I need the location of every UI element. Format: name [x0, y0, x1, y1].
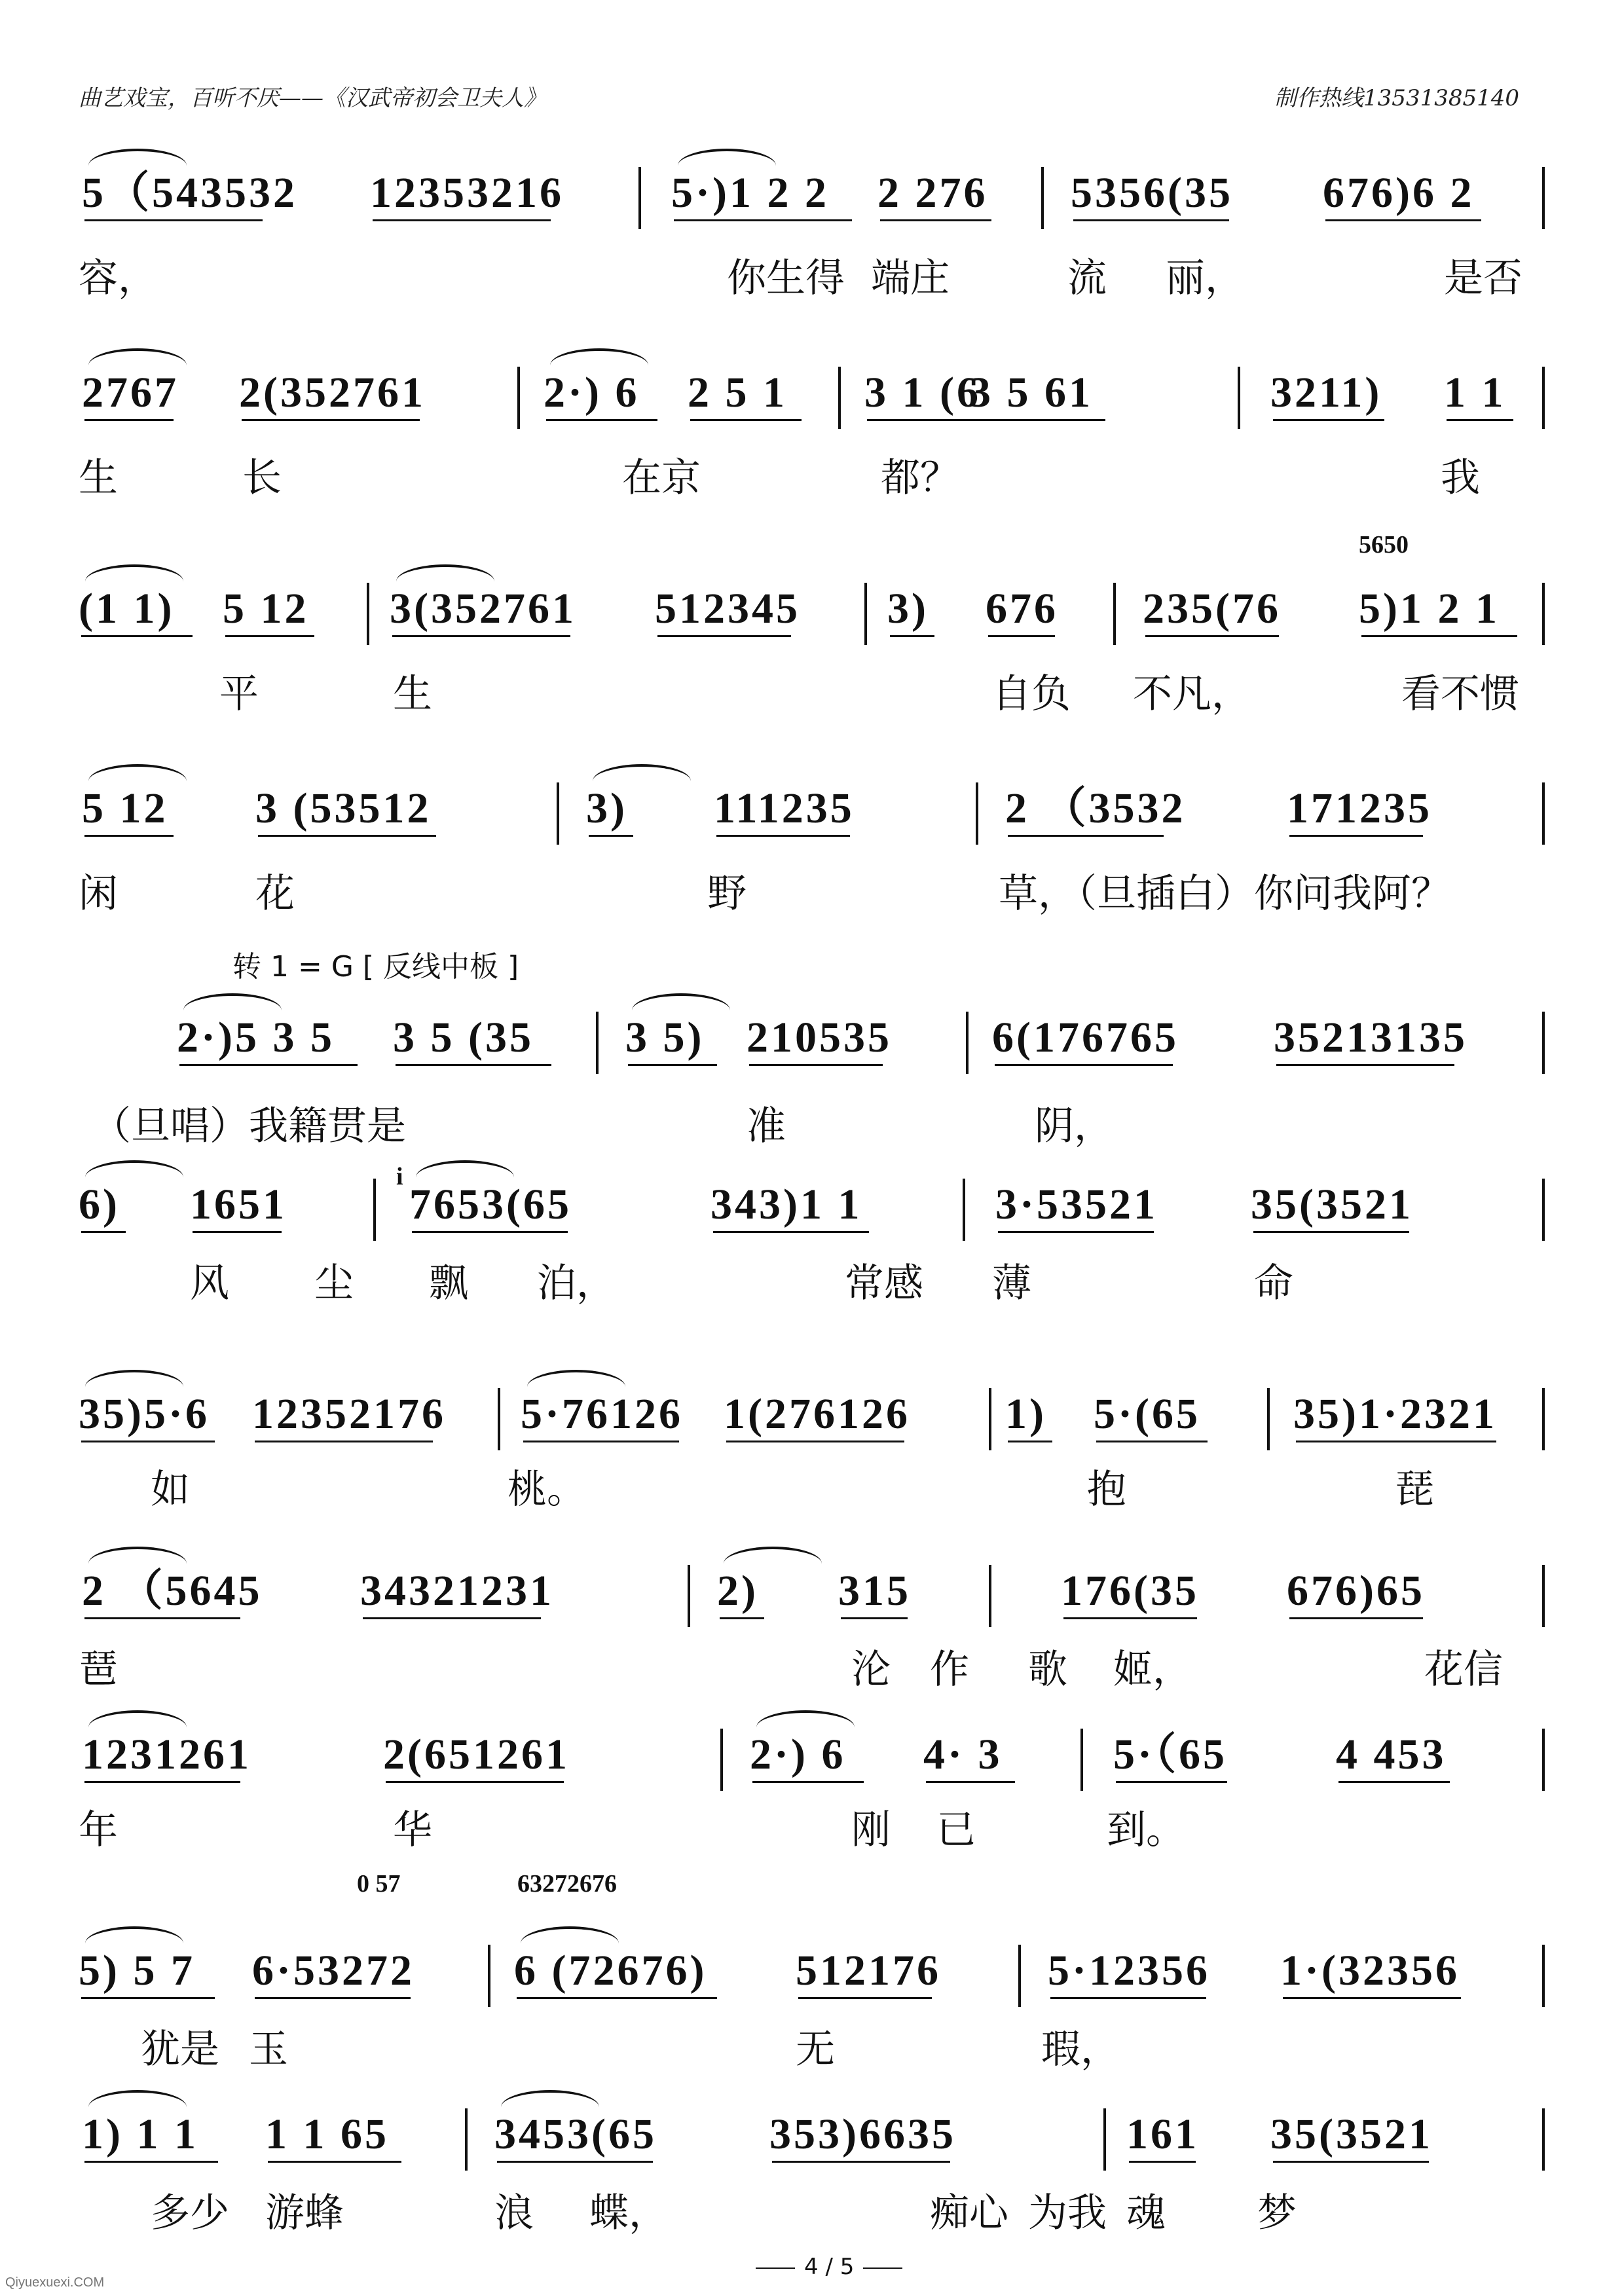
page-number-text: 4 / 5 — [804, 2254, 855, 2280]
note-group: 5·（65 — [1113, 1731, 1228, 1778]
slur-arc — [85, 1160, 183, 1177]
note-group: 3 1 (6 — [864, 369, 981, 416]
beam-line — [497, 2161, 653, 2163]
note-group: 5·76126 — [521, 1390, 684, 1438]
note-group: 3211) — [1270, 369, 1382, 416]
lyric-text: 花 — [255, 871, 295, 917]
beam-line — [995, 1064, 1173, 1066]
beam-line — [1325, 219, 1481, 221]
note-group: 176(35 — [1061, 1567, 1199, 1615]
barline — [864, 583, 867, 645]
barline — [1542, 1388, 1545, 1450]
slur-arc — [183, 993, 282, 1010]
note-group: 512345 — [655, 585, 800, 633]
beam-line — [546, 419, 657, 421]
header-hotline: 制作热线13531385140 — [1274, 85, 1519, 111]
beam-line — [363, 1617, 541, 1619]
lyric-text: 刚 — [851, 1807, 891, 1853]
grace-notes: 63272676 — [517, 1870, 617, 1898]
barline — [1103, 2108, 1106, 2171]
slur-arc — [756, 1710, 855, 1727]
note-group: 2(352761 — [239, 369, 426, 416]
lyric-text: 看不惯 — [1401, 671, 1519, 717]
note-group: 1231261 — [82, 1731, 251, 1778]
note-group: 2·) 6 — [544, 369, 640, 416]
beam-line — [225, 635, 314, 637]
note-group: 35(3521 — [1270, 2110, 1433, 2158]
note-group: 676)6 2 — [1323, 169, 1475, 217]
barline — [1018, 1945, 1021, 2007]
lyric-text: 平 — [219, 671, 259, 717]
beam-line — [726, 1441, 904, 1442]
slur-arc — [88, 1547, 187, 1564]
barline — [963, 1179, 965, 1241]
note-group: 3(352761 — [390, 585, 576, 633]
beam-line — [81, 1997, 215, 1999]
lyric-text: 作 — [930, 1647, 969, 1693]
grace-notes: 0 57 — [357, 1870, 401, 1898]
lyric-text: 歌 — [1028, 1647, 1067, 1693]
barline — [1542, 1945, 1545, 2007]
lyric-text: 飘 — [429, 1260, 468, 1306]
key-change-marking: 转 1 = G [ 反线中板 ] — [232, 950, 519, 983]
note-group: 315 — [838, 1567, 911, 1615]
note-group: 171235 — [1287, 784, 1432, 832]
note-group: 1) 1 1 — [82, 2110, 198, 2158]
barline — [1542, 1565, 1545, 1627]
beam-line — [752, 1781, 864, 1783]
beam-line — [1253, 1231, 1409, 1233]
barline — [488, 1945, 490, 2007]
lyric-text: 沦 — [851, 1647, 891, 1693]
beam-line — [589, 835, 633, 837]
beam-line — [1145, 635, 1279, 637]
barline — [367, 583, 369, 645]
barline — [465, 2108, 468, 2171]
note-group: 5 12 — [223, 585, 309, 633]
note-group: 210535 — [747, 1014, 892, 1061]
note-group: 2 276 — [877, 169, 988, 217]
footer-rule-left — [756, 2267, 795, 2269]
lyric-text: 魂 — [1126, 2190, 1166, 2236]
lyric-text: 蝶， — [589, 2190, 668, 2236]
barline — [557, 782, 559, 845]
barline — [966, 1012, 969, 1074]
note-group: 1(276126 — [724, 1390, 910, 1438]
barline — [1542, 2108, 1545, 2171]
lyric-text: 草，（旦插白）你问我阿？ — [999, 871, 1450, 917]
barline — [1542, 1179, 1545, 1241]
barline — [1542, 583, 1545, 645]
barline — [1542, 167, 1545, 229]
lyric-text: 为我 — [1028, 2190, 1107, 2236]
note-group: 3) — [586, 784, 627, 832]
barline — [1542, 782, 1545, 845]
lyric-text: 丽， — [1166, 255, 1244, 301]
beam-line — [1008, 1441, 1052, 1442]
lyric-text: 野 — [707, 871, 747, 917]
note-group: 5·(65 — [1094, 1390, 1200, 1438]
lyric-text: 如 — [151, 1467, 190, 1513]
beam-line — [690, 419, 802, 421]
beam-line — [1050, 1997, 1206, 1999]
note-group: 1 1 65 — [265, 2110, 389, 2158]
beam-line — [84, 835, 174, 837]
lyric-text: 容， — [79, 255, 157, 301]
beam-line — [81, 1441, 215, 1442]
beam-line — [1283, 1997, 1461, 1999]
note-group: 2) — [717, 1567, 758, 1615]
beam-line — [1008, 835, 1164, 837]
note-group: 2 （5645 — [82, 1567, 263, 1615]
barline — [1238, 367, 1240, 429]
note-group: 6) — [79, 1181, 120, 1228]
beam-line — [926, 1781, 1015, 1783]
lyric-text: 尘 — [314, 1260, 354, 1306]
page-number — [747, 2254, 912, 2280]
beam-line — [657, 635, 791, 637]
lyric-text: 在京 — [622, 455, 701, 501]
lyric-text: 抱 — [1087, 1467, 1126, 1513]
note-group: 5 12 — [82, 784, 168, 832]
note-group: 3453(65 — [494, 2110, 657, 2158]
slur-arc — [416, 1160, 514, 1177]
beam-line — [255, 1441, 433, 1442]
barline — [720, 1729, 723, 1791]
note-group: 34321231 — [360, 1567, 554, 1615]
note-group: 5)1 2 1 — [1359, 585, 1500, 633]
lyric-text: 生 — [393, 671, 432, 717]
slur-arc — [501, 2090, 599, 2107]
grace-notes: i — [396, 1163, 403, 1190]
lyric-text: 自负 — [992, 671, 1071, 717]
barline — [1267, 1388, 1270, 1450]
note-group: 2·) 6 — [750, 1731, 846, 1778]
slur-arc — [88, 348, 187, 365]
beam-line — [84, 1781, 240, 1783]
barline — [688, 1565, 690, 1627]
note-group: 353)6635 — [769, 2110, 956, 2158]
beam-line — [674, 219, 852, 221]
footer-rule-right — [863, 2267, 902, 2269]
note-group: 35)1·2321 — [1293, 1390, 1497, 1438]
beam-line — [1273, 2161, 1429, 2163]
beam-line — [268, 2161, 401, 2163]
lyric-text: 浪 — [494, 2190, 534, 2236]
note-group: 3 5 (35 — [393, 1014, 534, 1061]
beam-line — [84, 219, 263, 221]
beam-line — [890, 635, 934, 637]
lyric-text: 流 — [1067, 255, 1107, 301]
lyric-text: 游蜂 — [265, 2190, 344, 2236]
lyric-text: 你生得 — [727, 255, 845, 301]
beam-line — [84, 419, 174, 421]
beam-line — [749, 1064, 883, 1066]
note-group: (1 1) — [79, 585, 175, 633]
note-group: 35213135 — [1274, 1014, 1467, 1061]
slur-arc — [88, 149, 187, 166]
lyric-text: 端庄 — [871, 255, 950, 301]
slur-arc — [550, 348, 648, 365]
lyric-text: 已 — [936, 1807, 976, 1853]
beam-line — [255, 1997, 411, 1999]
lyric-text: 梦 — [1257, 2190, 1297, 2236]
note-group: 343)1 1 — [710, 1181, 862, 1228]
beam-line — [1447, 419, 1513, 421]
note-group: 5（543532 — [82, 169, 297, 217]
beam-line — [720, 1617, 764, 1619]
lyric-text: 闲 — [79, 871, 118, 917]
lyric-text: 桃。 — [507, 1467, 586, 1513]
beam-line — [1361, 635, 1517, 637]
beam-line — [716, 835, 850, 837]
note-group: 6 (72676) — [514, 1947, 707, 1994]
lyric-text: （旦唱）我籍贯是 — [92, 1103, 406, 1149]
beam-line — [84, 1617, 240, 1619]
beam-line — [988, 635, 1055, 637]
lyric-text: 风 — [190, 1260, 229, 1306]
beam-line — [517, 1997, 717, 1999]
beam-line — [412, 1231, 568, 1233]
beam-line — [523, 1441, 679, 1442]
note-group: 676)65 — [1287, 1567, 1425, 1615]
slur-arc — [88, 2090, 187, 2107]
note-group: 1651 — [190, 1181, 287, 1228]
note-group: 3·53521 — [995, 1181, 1158, 1228]
beam-line — [628, 1064, 717, 1066]
slur-arc — [88, 1710, 187, 1727]
note-group: 3) — [887, 585, 929, 633]
note-group: 3 5) — [625, 1014, 705, 1061]
lyric-text: 常感 — [845, 1260, 923, 1306]
beam-line — [880, 219, 991, 221]
note-group: 7653(65 — [409, 1181, 572, 1228]
lyric-text: 不凡， — [1133, 671, 1251, 717]
beam-line — [396, 1064, 551, 1066]
note-group: 235(76 — [1143, 585, 1281, 633]
slur-arc — [521, 1926, 619, 1943]
note-group: 5·)1 2 2 — [671, 169, 829, 217]
beam-line — [392, 635, 570, 637]
beam-line — [1063, 1617, 1197, 1619]
beam-line — [193, 1231, 282, 1233]
note-group: 35(3521 — [1251, 1181, 1413, 1228]
barline — [1041, 167, 1044, 229]
barline — [1080, 1729, 1083, 1791]
lyric-text: 薄 — [992, 1260, 1031, 1306]
note-group: 2 5 1 — [688, 369, 787, 416]
beam-line — [81, 635, 193, 637]
lyric-text: 年 — [79, 1807, 118, 1853]
note-group: 2 （3532 — [1005, 784, 1186, 832]
lyric-text: 阴， — [1035, 1103, 1113, 1149]
beam-line — [1289, 835, 1423, 837]
beam-line — [81, 1231, 126, 1233]
lyric-text: 犹是 — [141, 2027, 219, 2072]
note-group: 3 (53512 — [255, 784, 432, 832]
barline — [498, 1388, 500, 1450]
lyric-text: 琵 — [1395, 1467, 1434, 1513]
note-group: 35)5·6 — [79, 1390, 210, 1438]
barline — [1542, 1729, 1545, 1791]
beam-line — [373, 219, 551, 221]
beam-line — [998, 1231, 1154, 1233]
beam-line — [1273, 419, 1384, 421]
beam-line — [772, 2161, 950, 2163]
note-group: 676 — [986, 585, 1058, 633]
slur-arc — [396, 564, 494, 581]
note-group: 4 453 — [1336, 1731, 1447, 1778]
slur-arc — [85, 564, 183, 581]
barline — [373, 1179, 376, 1241]
beam-line — [386, 1781, 564, 1783]
slur-arc — [527, 1370, 625, 1387]
beam-line — [1338, 1781, 1450, 1783]
beam-line — [1289, 1617, 1423, 1619]
note-group: 6·53272 — [252, 1947, 415, 1994]
barline — [989, 1388, 991, 1450]
barline — [838, 367, 841, 429]
lyric-text: 命 — [1254, 1260, 1293, 1306]
beam-line — [1073, 219, 1229, 221]
barline — [1113, 583, 1116, 645]
lyric-text: 痴心 — [930, 2190, 1008, 2236]
beam-line — [1296, 1441, 1496, 1442]
header-title: 曲艺戏宝，百听不厌——《汉武帝初会卫夫人》 — [79, 85, 546, 111]
lyric-text: 我 — [1441, 455, 1480, 501]
note-group: 512176 — [796, 1947, 941, 1994]
beam-line — [1129, 2161, 1196, 2163]
slur-arc — [632, 993, 730, 1010]
lyric-text: 琶 — [79, 1647, 118, 1693]
barline — [517, 367, 520, 429]
lyric-text: 都？ — [881, 455, 959, 501]
barline — [638, 167, 641, 229]
lyric-text: 花信 — [1424, 1647, 1503, 1693]
lyric-text: 是否 — [1444, 255, 1522, 301]
beam-line — [258, 835, 436, 837]
lyric-text: 生 — [79, 455, 118, 501]
barline — [1542, 367, 1545, 429]
note-group: 4· 3 — [923, 1731, 1003, 1778]
note-group: 2·)5 3 5 — [177, 1014, 335, 1061]
note-group: 1·(32356 — [1280, 1947, 1460, 1994]
note-group: 1 1 — [1444, 369, 1506, 416]
beam-line — [798, 1997, 932, 1999]
lyric-text: 多少 — [151, 2190, 229, 2236]
lyric-text: 瑕， — [1041, 2027, 1120, 2072]
beam-line — [242, 419, 420, 421]
slur-arc — [85, 1370, 183, 1387]
lyric-text: 长 — [242, 455, 282, 501]
slur-arc — [85, 1926, 183, 1943]
grace-notes: 5650 — [1359, 531, 1409, 559]
note-group: 6(176765 — [992, 1014, 1179, 1061]
beam-line — [179, 1064, 358, 1066]
beam-line — [713, 1231, 869, 1233]
slur-arc — [678, 149, 776, 166]
note-group: 3 5 61 — [969, 369, 1093, 416]
lyric-text: 玉 — [249, 2027, 288, 2072]
watermark: Qiyuexuexi.COM — [5, 2275, 105, 2290]
lyric-text: 姬， — [1113, 1647, 1192, 1693]
beam-line — [84, 2161, 218, 2163]
barline — [1542, 1012, 1545, 1074]
note-group: 5356(35 — [1071, 169, 1233, 217]
slur-arc — [593, 764, 691, 781]
note-group: 1) — [1005, 1390, 1046, 1438]
barline — [989, 1565, 991, 1627]
lyric-text: 泊， — [537, 1260, 616, 1306]
slur-arc — [724, 1547, 822, 1564]
note-group: 5·12356 — [1048, 1947, 1211, 1994]
lyric-text: 到。 — [1107, 1807, 1185, 1853]
beam-line — [841, 1617, 908, 1619]
note-group: 2767 — [82, 369, 179, 416]
note-group: 12353216 — [370, 169, 564, 217]
slur-arc — [88, 764, 187, 781]
lyric-text: 准 — [747, 1103, 786, 1149]
note-group: 161 — [1126, 2110, 1199, 2158]
note-group: 12352176 — [252, 1390, 446, 1438]
beam-line — [1116, 1781, 1227, 1783]
note-group: 111235 — [714, 784, 855, 832]
lyric-text: 华 — [393, 1807, 432, 1853]
beam-line — [1276, 1064, 1454, 1066]
note-group: 2(651261 — [383, 1731, 570, 1778]
barline — [596, 1012, 599, 1074]
note-group: 5) 5 7 — [79, 1947, 195, 1994]
beam-line — [972, 419, 1105, 421]
lyric-text: 无 — [796, 2027, 835, 2072]
beam-line — [1096, 1441, 1208, 1442]
barline — [976, 782, 978, 845]
